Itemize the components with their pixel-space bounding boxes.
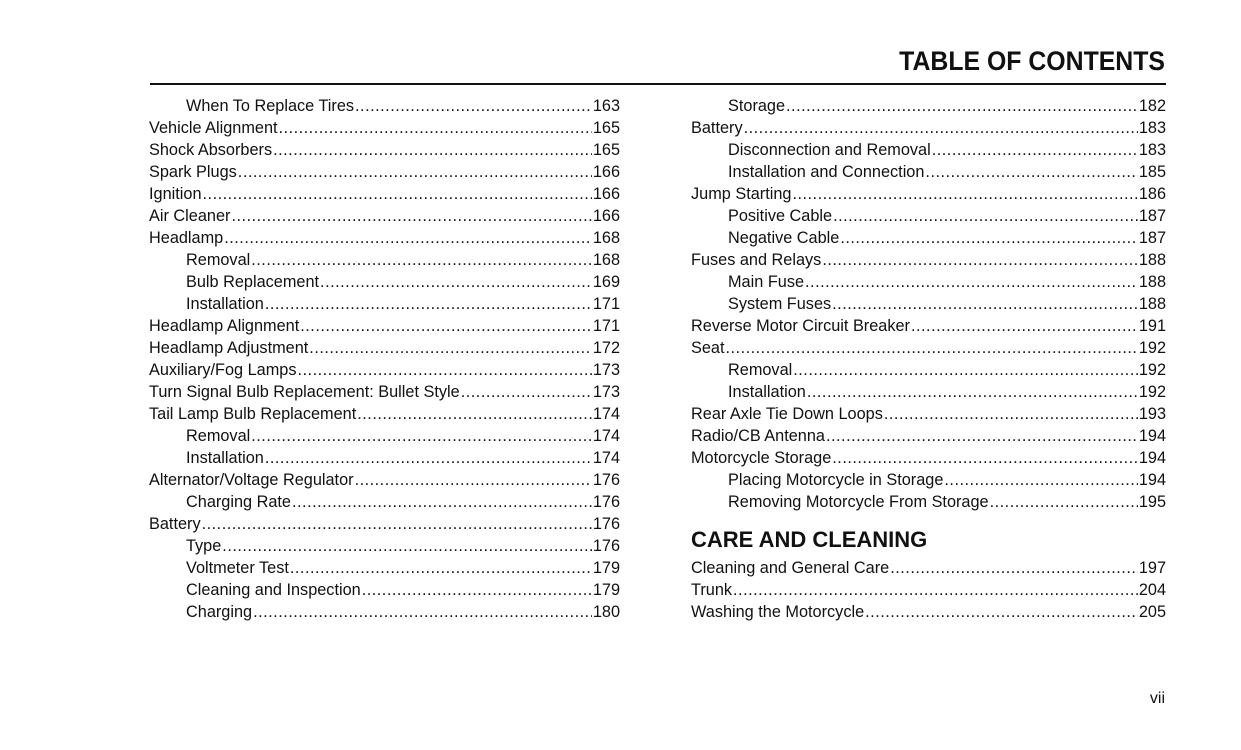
dot-leader bbox=[833, 205, 1138, 227]
toc-entry-page-number: 193 bbox=[1138, 405, 1166, 423]
toc-entry-label: Battery bbox=[149, 515, 201, 533]
toc-entry-page-number: 187 bbox=[1138, 207, 1166, 225]
toc-entry-page-number: 176 bbox=[592, 537, 620, 555]
toc-entry-disconnection-and-removal[interactable] bbox=[691, 139, 1166, 161]
toc-entry-page-number: 195 bbox=[1138, 493, 1166, 511]
toc-entry-page-number: 174 bbox=[592, 405, 620, 423]
toc-entry-page-number: 191 bbox=[1138, 317, 1166, 335]
dot-leader bbox=[309, 337, 592, 359]
toc-entry-label: Spark Plugs bbox=[149, 163, 237, 181]
toc-entry-label: Radio/CB Antenna bbox=[691, 427, 825, 445]
toc-entry-label: Cleaning and General Care bbox=[691, 559, 890, 577]
toc-entry-removal[interactable] bbox=[149, 249, 620, 271]
toc-entry-headlamp-alignment[interactable] bbox=[149, 315, 620, 337]
dot-leader bbox=[224, 227, 592, 249]
toc-entry-battery[interactable] bbox=[149, 513, 620, 535]
toc-entry-installation-and-connection[interactable] bbox=[691, 161, 1166, 183]
toc-entry-page-number: 188 bbox=[1138, 273, 1166, 291]
toc-entry-page-number: 186 bbox=[1138, 185, 1166, 203]
toc-entry-page-number: 204 bbox=[1138, 581, 1166, 599]
toc-entry-installation[interactable] bbox=[149, 293, 620, 315]
toc-entry-page-number: 188 bbox=[1138, 295, 1166, 313]
toc-entry-label: Removal bbox=[728, 361, 793, 379]
toc-entry-vehicle-alignment[interactable] bbox=[149, 117, 620, 139]
dot-leader bbox=[202, 513, 592, 535]
toc-entry-label: Type bbox=[186, 537, 222, 555]
toc-entry-label: Installation bbox=[728, 383, 806, 401]
toc-entry-page-number: 192 bbox=[1138, 339, 1166, 357]
toc-entry-label: Reverse Motor Circuit Breaker bbox=[691, 317, 910, 335]
toc-entry-spark-plugs[interactable] bbox=[149, 161, 620, 183]
dot-leader bbox=[890, 557, 1138, 579]
dot-leader bbox=[300, 315, 592, 337]
toc-entry-placing-motorcycle-in-storage[interactable] bbox=[691, 469, 1166, 491]
toc-entry-page-number: 183 bbox=[1138, 119, 1166, 137]
toc-entry-voltmeter-test[interactable] bbox=[149, 557, 620, 579]
toc-entry-cleaning-and-general-care[interactable] bbox=[691, 557, 1166, 579]
dot-leader bbox=[265, 293, 592, 315]
toc-entry-auxiliary-fog-lamps[interactable] bbox=[149, 359, 620, 381]
toc-entry-removing-motorcycle-from-storage[interactable] bbox=[691, 491, 1166, 513]
toc-entry-label: System Fuses bbox=[728, 295, 832, 313]
toc-entry-page-number: 168 bbox=[592, 251, 620, 269]
dot-leader bbox=[865, 601, 1138, 623]
toc-entry-page-number: 194 bbox=[1138, 471, 1166, 489]
toc-entry-radio-cb-antenna[interactable] bbox=[691, 425, 1166, 447]
dot-leader bbox=[807, 381, 1138, 403]
dot-leader bbox=[822, 249, 1138, 271]
toc-entry-page-number: 188 bbox=[1138, 251, 1166, 269]
toc-entry-page-number: 171 bbox=[592, 317, 620, 335]
toc-entry-page-number: 169 bbox=[592, 273, 620, 291]
toc-entry-removal[interactable] bbox=[691, 359, 1166, 381]
dot-leader bbox=[932, 139, 1138, 161]
toc-entry-page-number: 194 bbox=[1138, 427, 1166, 445]
dot-leader bbox=[290, 557, 592, 579]
toc-entry-page-number: 192 bbox=[1138, 361, 1166, 379]
toc-entry-label: Installation bbox=[186, 449, 264, 467]
toc-entry-motorcycle-storage[interactable] bbox=[691, 447, 1166, 469]
dot-leader bbox=[793, 359, 1138, 381]
toc-entry-system-fuses[interactable] bbox=[691, 293, 1166, 315]
page-number: vii bbox=[1149, 690, 1165, 707]
toc-entry-page-number: 205 bbox=[1138, 603, 1166, 621]
toc-entry-page-number: 180 bbox=[592, 603, 620, 621]
toc-entry-page-number: 183 bbox=[1138, 141, 1166, 159]
toc-entry-label: Installation bbox=[186, 295, 264, 313]
toc-entry-page-number: 176 bbox=[592, 471, 620, 489]
toc-entry-seat[interactable] bbox=[691, 337, 1166, 359]
dot-leader bbox=[203, 183, 592, 205]
dot-leader bbox=[253, 601, 592, 623]
dot-leader bbox=[362, 579, 592, 601]
toc-entry-page-number: 166 bbox=[592, 163, 620, 181]
dot-leader bbox=[744, 117, 1138, 139]
toc-entry-bulb-replacement[interactable] bbox=[149, 271, 620, 293]
toc-entry-trunk[interactable] bbox=[691, 579, 1166, 601]
dot-leader bbox=[733, 579, 1138, 601]
toc-entry-label: Motorcycle Storage bbox=[691, 449, 832, 467]
toc-entry-label: Cleaning and Inspection bbox=[186, 581, 361, 599]
dot-leader bbox=[355, 95, 592, 117]
toc-entry-label: Storage bbox=[728, 97, 786, 115]
toc-entry-page-number: 176 bbox=[592, 515, 620, 533]
toc-entry-page-number: 194 bbox=[1138, 449, 1166, 467]
dot-leader bbox=[805, 271, 1138, 293]
toc-entry-label: Main Fuse bbox=[728, 273, 805, 291]
toc-left-column bbox=[149, 95, 620, 623]
toc-entry-positive-cable[interactable] bbox=[691, 205, 1166, 227]
header-rule bbox=[150, 83, 1166, 85]
toc-entry-page-number: 171 bbox=[592, 295, 620, 313]
toc-entry-headlamp[interactable] bbox=[149, 227, 620, 249]
toc-entry-page-number: 173 bbox=[592, 383, 620, 401]
toc-entry-page-number: 192 bbox=[1138, 383, 1166, 401]
dot-leader bbox=[990, 491, 1138, 513]
dot-leader bbox=[292, 491, 592, 513]
dot-leader bbox=[357, 403, 592, 425]
dot-leader bbox=[238, 161, 592, 183]
toc-entry-reverse-motor-circuit-breaker[interactable] bbox=[691, 315, 1166, 337]
toc-entry-page-number: 182 bbox=[1138, 97, 1166, 115]
dot-leader bbox=[792, 183, 1137, 205]
toc-entry-label: Placing Motorcycle in Storage bbox=[728, 471, 944, 489]
toc-entry-label: Ignition bbox=[149, 185, 202, 203]
toc-entry-label: When To Replace Tires bbox=[186, 97, 355, 115]
toc-entry-storage[interactable] bbox=[691, 95, 1166, 117]
toc-entry-washing-the-motorcycle[interactable] bbox=[691, 601, 1166, 623]
toc-entry-label: Auxiliary/Fog Lamps bbox=[149, 361, 297, 379]
toc-entry-installation[interactable] bbox=[149, 447, 620, 469]
toc-entry-page-number: 166 bbox=[592, 185, 620, 203]
toc-entry-main-fuse[interactable] bbox=[691, 271, 1166, 293]
toc-entry-label: Removing Motorcycle From Storage bbox=[728, 493, 989, 511]
toc-entry-page-number: 165 bbox=[592, 141, 620, 159]
toc-entry-battery[interactable] bbox=[691, 117, 1166, 139]
dot-leader bbox=[461, 381, 592, 403]
dot-leader bbox=[265, 447, 592, 469]
toc-entry-label: Washing the Motorcycle bbox=[691, 603, 865, 621]
dot-leader bbox=[231, 205, 591, 227]
toc-entry-ignition[interactable] bbox=[149, 183, 620, 205]
toc-right-entries bbox=[691, 95, 1166, 513]
toc-entry-headlamp-adjustment[interactable] bbox=[149, 337, 620, 359]
toc-entry-page-number: 166 bbox=[592, 207, 620, 225]
toc-entry-alternator-voltage-regulator[interactable] bbox=[149, 469, 620, 491]
toc-entry-installation[interactable] bbox=[691, 381, 1166, 403]
toc-entry-negative-cable[interactable] bbox=[691, 227, 1166, 249]
dot-leader bbox=[911, 315, 1138, 337]
toc-entry-page-number: 185 bbox=[1138, 163, 1166, 181]
section-heading-care-and-cleaning: CARE AND CLEANING bbox=[691, 527, 928, 552]
toc-entry-label: Turn Signal Bulb Replacement: Bullet Style bbox=[149, 383, 460, 401]
toc-entry-label: Headlamp Adjustment bbox=[149, 339, 309, 357]
dot-leader bbox=[884, 403, 1138, 425]
toc-entry-rear-axle-tie-down-loops[interactable] bbox=[691, 403, 1166, 425]
toc-entry-page-number: 168 bbox=[592, 229, 620, 247]
dot-leader bbox=[222, 535, 592, 557]
dot-leader bbox=[925, 161, 1137, 183]
toc-entry-removal[interactable] bbox=[149, 425, 620, 447]
toc-entry-type[interactable] bbox=[149, 535, 620, 557]
toc-entry-label: Removal bbox=[186, 251, 251, 269]
toc-entry-page-number: 179 bbox=[592, 581, 620, 599]
page-title: TABLE OF CONTENTS bbox=[899, 46, 1165, 76]
toc-entry-page-number: 176 bbox=[592, 493, 620, 511]
dot-leader bbox=[826, 425, 1138, 447]
dot-leader bbox=[251, 249, 592, 271]
dot-leader bbox=[251, 425, 592, 447]
toc-entry-label: Rear Axle Tie Down Loops bbox=[691, 405, 883, 423]
toc-entry-label: Seat bbox=[691, 339, 725, 357]
toc-entry-label: Shock Absorbers bbox=[149, 141, 273, 159]
toc-entry-label: Disconnection and Removal bbox=[728, 141, 931, 159]
toc-entry-cleaning-and-inspection[interactable] bbox=[149, 579, 620, 601]
dot-leader bbox=[786, 95, 1138, 117]
toc-entry-label: Air Cleaner bbox=[149, 207, 231, 225]
toc-entry-label: Alternator/Voltage Regulator bbox=[149, 471, 354, 489]
toc-entry-label: Tail Lamp Bulb Replacement bbox=[149, 405, 357, 423]
toc-entry-page-number: 174 bbox=[592, 427, 620, 445]
toc-entry-label: Bulb Replacement bbox=[186, 273, 320, 291]
toc-entry-label: Fuses and Relays bbox=[691, 251, 822, 269]
toc-entry-turn-signal-bulb-replacement-bullet-style[interactable] bbox=[149, 381, 620, 403]
toc-entry-label: Negative Cable bbox=[728, 229, 840, 247]
toc-entry-page-number: 163 bbox=[592, 97, 620, 115]
toc-entry-page-number: 197 bbox=[1138, 559, 1166, 577]
dot-leader bbox=[840, 227, 1138, 249]
toc-entry-fuses-and-relays[interactable] bbox=[691, 249, 1166, 271]
toc-entry-label: Vehicle Alignment bbox=[149, 119, 278, 137]
toc-entry-shock-absorbers[interactable] bbox=[149, 139, 620, 161]
toc-entry-charging[interactable] bbox=[149, 601, 620, 623]
toc-entry-label: Voltmeter Test bbox=[186, 559, 289, 577]
toc-entry-page-number: 179 bbox=[592, 559, 620, 577]
toc-entry-label: Headlamp Alignment bbox=[149, 317, 300, 335]
toc-entry-page-number: 173 bbox=[592, 361, 620, 379]
toc-entry-label: Trunk bbox=[691, 581, 733, 599]
toc-entry-page-number: 172 bbox=[592, 339, 620, 357]
toc-entry-label: Jump Starting bbox=[691, 185, 792, 203]
toc-care-and-cleaning-entries bbox=[691, 557, 1166, 623]
toc-entry-charging-rate[interactable] bbox=[149, 491, 620, 513]
toc-entry-label: Headlamp bbox=[149, 229, 224, 247]
dot-leader bbox=[298, 359, 592, 381]
toc-entry-label: Positive Cable bbox=[728, 207, 833, 225]
dot-leader bbox=[832, 293, 1138, 315]
toc-entry-tail-lamp-bulb-replacement[interactable] bbox=[149, 403, 620, 425]
toc-entry-label: Charging Rate bbox=[186, 493, 291, 511]
toc-entry-page-number: 174 bbox=[592, 449, 620, 467]
toc-entry-label: Battery bbox=[691, 119, 743, 137]
toc-right-column bbox=[691, 95, 1166, 623]
toc-entry-label: Removal bbox=[186, 427, 251, 445]
dot-leader bbox=[726, 337, 1138, 359]
toc-entry-label: Installation and Connection bbox=[728, 163, 925, 181]
dot-leader bbox=[832, 447, 1138, 469]
toc-entry-jump-starting[interactable] bbox=[691, 183, 1166, 205]
toc-entry-when-to-replace-tires[interactable] bbox=[149, 95, 620, 117]
dot-leader bbox=[273, 139, 592, 161]
toc-entry-page-number: 187 bbox=[1138, 229, 1166, 247]
toc-entry-air-cleaner[interactable] bbox=[149, 205, 620, 227]
dot-leader bbox=[355, 469, 592, 491]
dot-leader bbox=[944, 469, 1137, 491]
dot-leader bbox=[279, 117, 592, 139]
dot-leader bbox=[320, 271, 592, 293]
toc-entry-label: Charging bbox=[186, 603, 253, 621]
toc-entry-page-number: 165 bbox=[592, 119, 620, 137]
